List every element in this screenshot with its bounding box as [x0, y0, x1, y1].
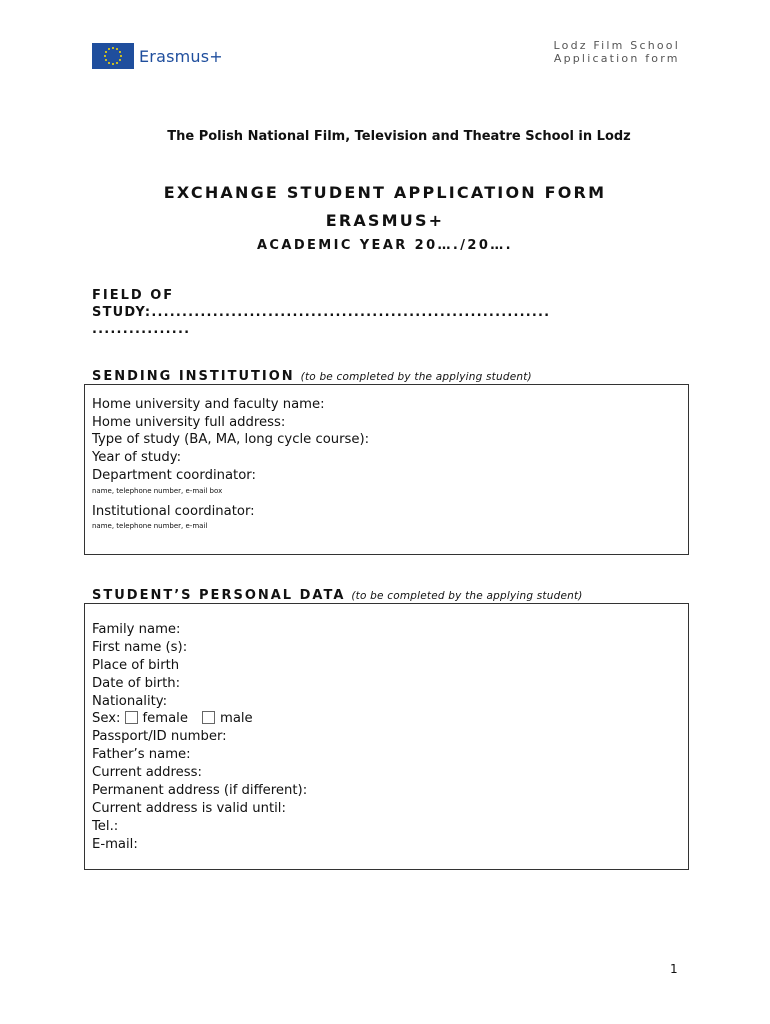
- sex-label: Sex:: [92, 711, 121, 726]
- institutional-coordinator: Institutional coordinator:: [92, 504, 255, 519]
- erasmus-logo: [92, 42, 223, 70]
- form-title: EXCHANGE STUDENT APPLICATION FORM: [163, 183, 607, 202]
- sending-institution-box[interactable]: [84, 384, 689, 555]
- year-of-study: Year of study:: [92, 450, 182, 465]
- sending-heading-text: SENDING INSTITUTION: [92, 369, 295, 384]
- sending-institution-heading: [92, 369, 532, 384]
- header-right: [554, 39, 681, 65]
- field-of-study[interactable]: [92, 287, 692, 338]
- sex-row: [92, 711, 253, 726]
- program-title: ERASMUS+: [325, 211, 445, 230]
- permanent-address: Permanent address (if different):: [92, 783, 308, 798]
- academic-year: ACADEMIC YEAR 20…./20….: [256, 238, 514, 253]
- place-of-birth: Place of birth: [92, 658, 180, 673]
- personal-heading-text: STUDENT’S PERSONAL DATA: [92, 588, 346, 603]
- department-coordinator: Department coordinator:: [92, 468, 256, 483]
- header-school-line: Lodz Film School: [553, 39, 680, 52]
- first-names: First name (s):: [92, 640, 188, 655]
- male-checkbox[interactable]: [202, 711, 215, 724]
- passport-id: Passport/ID number:: [92, 729, 227, 744]
- male-label: male: [219, 711, 253, 726]
- telephone: Tel.:: [92, 819, 119, 834]
- female-label: female: [142, 711, 188, 726]
- logo-text: Erasmus+: [139, 46, 223, 66]
- type-of-study: Type of study (BA, MA, long cycle course):: [92, 432, 370, 447]
- header-form-line: Application form: [553, 52, 680, 65]
- department-coordinator-hint: name, telephone number, e-mail box: [92, 487, 223, 495]
- fathers-name: Father’s name:: [92, 747, 191, 762]
- email: E-mail:: [92, 837, 138, 852]
- personal-data-heading: [92, 588, 583, 603]
- female-checkbox[interactable]: [125, 711, 138, 724]
- date-of-birth: Date of birth:: [92, 676, 181, 691]
- address-valid-until: Current address is valid until:: [92, 801, 286, 816]
- school-name: The Polish National Film, Television and Theatre School in Lodz: [167, 129, 631, 144]
- sending-note: (to be completed by the applying student): [300, 371, 532, 383]
- field-dots-1: STUDY:.................................................................: [92, 305, 551, 320]
- personal-data-box[interactable]: [84, 603, 689, 870]
- personal-note: (to be completed by the applying student): [351, 590, 583, 602]
- family-name: Family name:: [92, 622, 181, 637]
- home-university-address: Home university full address:: [92, 415, 286, 430]
- current-address: Current address:: [92, 765, 202, 780]
- field-label: FIELD OF: [92, 288, 175, 303]
- home-university-name: Home university and faculty name:: [92, 397, 325, 412]
- nationality: Nationality:: [92, 694, 168, 709]
- page-number: 1: [670, 962, 678, 976]
- field-dots-2: ................: [92, 322, 191, 337]
- eu-flag-icon: [92, 43, 134, 69]
- institutional-coordinator-hint: name, telephone number, e-mail: [92, 522, 208, 530]
